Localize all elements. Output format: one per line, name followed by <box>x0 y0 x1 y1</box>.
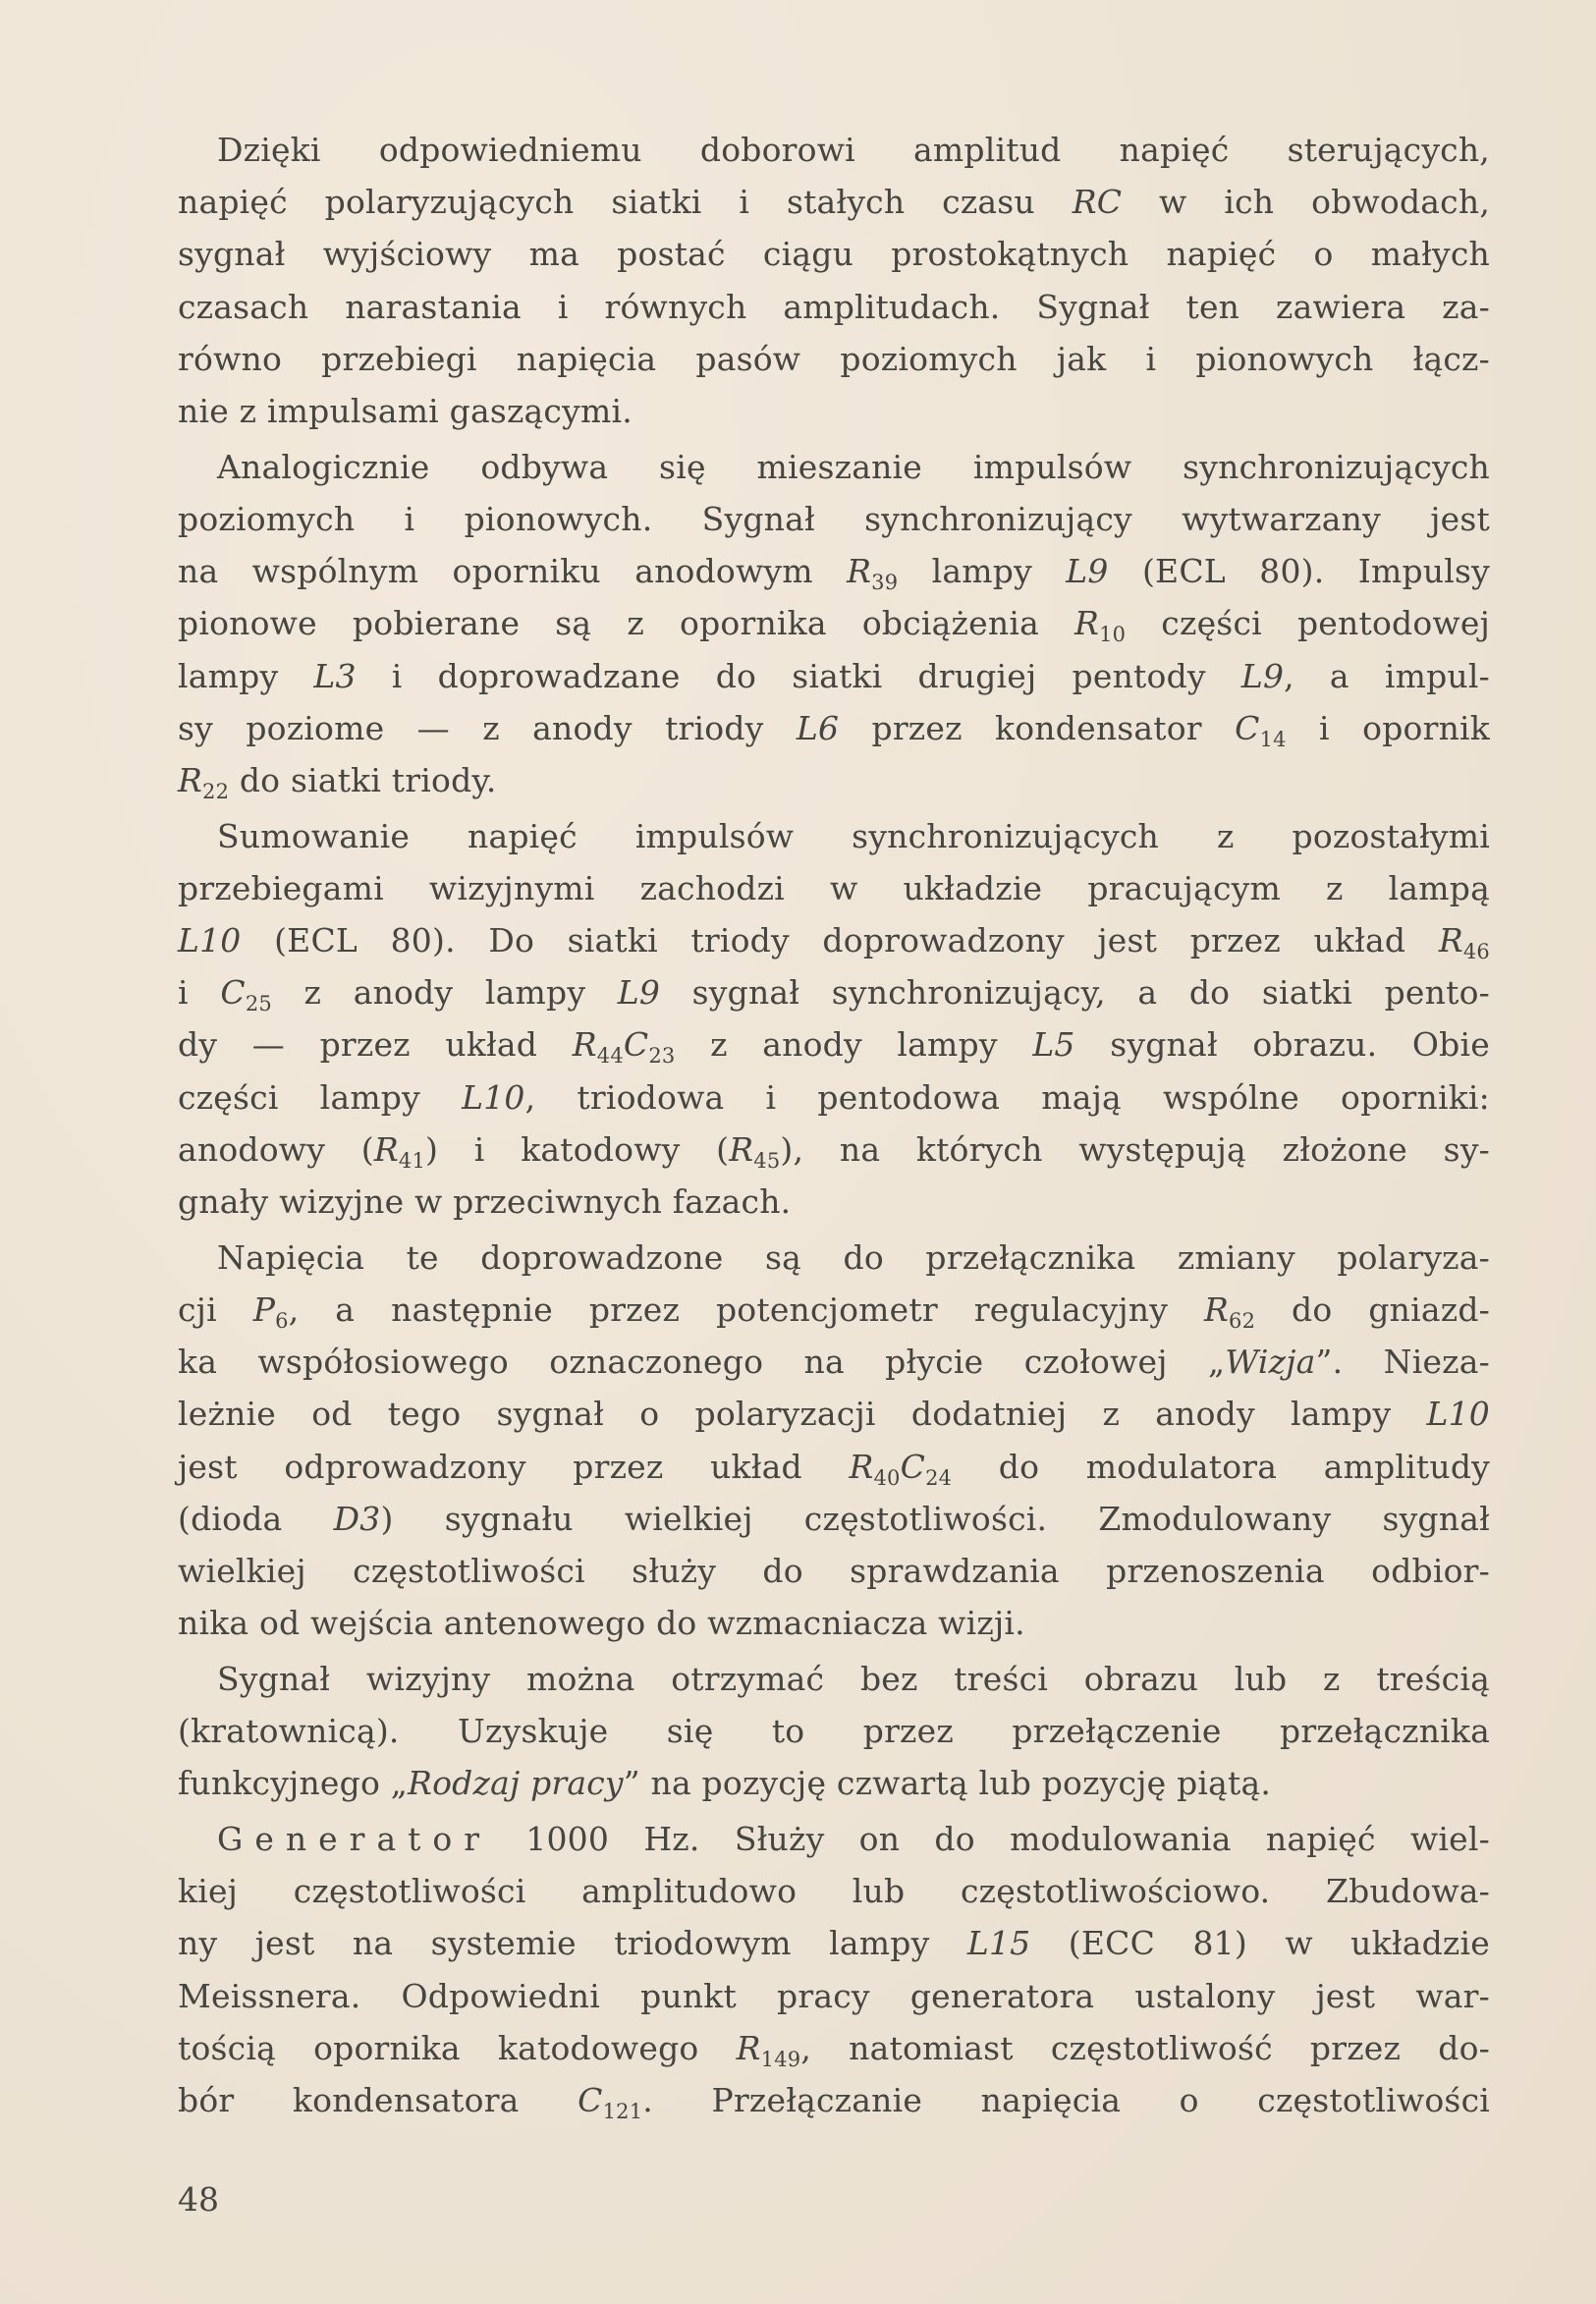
text-line <box>178 755 1490 806</box>
text-line <box>178 1442 1490 1493</box>
italic-text: R <box>849 1447 874 1486</box>
text-segment: Dzięki odpowiedniemu doborowi amplitud napięć sterujących, <box>217 131 1490 169</box>
subscript: 46 <box>1462 940 1490 963</box>
italic-text: R <box>178 760 203 799</box>
subscript: 45 <box>753 1148 781 1173</box>
italic-text: L9 <box>1240 656 1285 695</box>
text-line <box>178 1598 1490 1649</box>
text-segment: bór kondensatora <box>178 2080 578 2119</box>
text-segment: do gniazd- <box>1255 1289 1490 1329</box>
text-segment: do siatki triody. <box>229 760 497 799</box>
text-line <box>178 1389 1490 1440</box>
italic-text: R <box>1438 921 1463 960</box>
text-segment: Meissnera. Odpowiedni punkt pracy generatora ustalony jest war- <box>178 1976 1490 2015</box>
subscript: 24 <box>925 1465 953 1490</box>
text-segment: sygnał wyjściowy ma postać ciągu prostokątnych napięć o małych <box>178 235 1490 274</box>
text-line <box>178 1233 1490 1284</box>
italic-text: C <box>578 2080 603 2119</box>
text-line <box>178 811 1490 862</box>
text-line <box>178 442 1490 493</box>
text-segment: , triodowa i pentodowa mają wspólne oporniki: <box>524 1077 1490 1117</box>
italic-text: R <box>373 1129 399 1169</box>
italic-text: Rodzaj pracy <box>408 1764 624 1803</box>
text-segment: ” na pozycję czwartą lub pozycję piątą. <box>623 1764 1272 1803</box>
text-segment: gnały wizyjne w przeciwnych fazach. <box>178 1182 792 1221</box>
text-segment: czasach narastania i równych amplitudach. Sygnał ten zawiera za- <box>178 287 1490 326</box>
text-segment: dy — przez układ <box>178 1025 573 1065</box>
text-segment: ”. Nieza- <box>1315 1343 1490 1382</box>
subscript: 41 <box>398 1148 426 1173</box>
italic-text: RC <box>1072 183 1123 222</box>
text-line <box>178 125 1490 176</box>
text-segment: sy poziome — z anody triody <box>178 708 797 747</box>
text-segment: (dioda <box>178 1499 334 1538</box>
text-line <box>178 1971 1490 2022</box>
italic-text: R <box>736 2028 761 2067</box>
italic-text: L3 <box>313 656 357 695</box>
subscript: 25 <box>245 992 272 1016</box>
subscript: 40 <box>873 1465 901 1490</box>
text-line <box>178 1866 1490 1917</box>
text-segment: cji <box>178 1289 253 1329</box>
text-line <box>178 1125 1490 1176</box>
text-line <box>178 386 1490 437</box>
text-line <box>178 703 1490 754</box>
subscript: 23 <box>648 1044 676 1069</box>
text-line <box>178 1546 1490 1597</box>
subscript: 14 <box>1259 727 1287 751</box>
italic-text: C <box>220 973 246 1013</box>
italic-text: C <box>1235 708 1260 747</box>
subscript: 62 <box>1229 1308 1256 1333</box>
text-line <box>178 494 1490 545</box>
spaced-heading: Generator <box>217 1819 492 1858</box>
subscript: 22 <box>202 779 230 803</box>
subscript: 44 <box>596 1044 624 1069</box>
text-line <box>178 967 1490 1018</box>
italic-text: L10 <box>1426 1395 1490 1434</box>
text-segment: leżnie od tego sygnał o polaryzacji dodatniej z anody lampy <box>178 1395 1427 1434</box>
text-line <box>178 1285 1490 1336</box>
text-segment: ny jest na systemie triodowym lampy <box>178 1924 967 1963</box>
text-line <box>178 1918 1490 1969</box>
text-segment: równo przebiegi napięcia pasów poziomych jak i pionowych łącz- <box>178 339 1490 378</box>
text-segment: (kratownicą). Uzyskuje się to przez przełączenie przełącznika <box>178 1712 1490 1750</box>
text-segment: ), na których występują złożone sy- <box>780 1129 1491 1169</box>
text-segment: 1000 Hz. Służy on do modulowania napięć wiel- <box>491 1819 1490 1858</box>
text-line <box>178 1072 1490 1124</box>
text-line <box>178 598 1490 649</box>
text-line <box>178 1177 1490 1228</box>
text-segment: sygnał synchronizujący, a do siatki pento- <box>660 973 1490 1013</box>
text-segment: , natomiast częstotliwość przez do- <box>800 2028 1490 2067</box>
text-line <box>178 915 1490 966</box>
subscript: 121 <box>602 2099 643 2123</box>
text-segment: i opornik <box>1286 708 1490 747</box>
italic-text: Wizja <box>1225 1343 1316 1382</box>
italic-text: R <box>572 1025 597 1065</box>
italic-text: R <box>847 552 872 591</box>
subscript: 39 <box>871 571 899 595</box>
text-segment: przebiegami wizyjnymi zachodzi w układzie pracującym z lampą <box>178 868 1490 907</box>
text-segment: ka współosiowego oznaczonego na płycie czołowej „ <box>178 1343 1226 1382</box>
text-line <box>178 2075 1490 2126</box>
text-segment: poziomych i pionowych. Sygnał synchronizujący wytwarzany jest <box>178 499 1490 538</box>
text-line <box>178 334 1490 385</box>
text-segment: pionowe pobierane są z opornika obciążenia <box>178 604 1075 643</box>
text-line <box>178 863 1490 914</box>
text-segment: napięć polaryzujących siatki i stałych czasu <box>178 183 1073 222</box>
italic-text: L5 <box>1032 1025 1075 1065</box>
text-line <box>178 1654 1490 1705</box>
text-line <box>178 1337 1490 1388</box>
text-segment: części lampy <box>178 1077 463 1117</box>
subscript: 6 <box>275 1308 289 1333</box>
text-segment: sygnał obrazu. Obie <box>1074 1025 1490 1065</box>
text-segment: , a następnie przez potencjometr regulacyjny <box>288 1289 1204 1329</box>
italic-text: L6 <box>796 708 840 747</box>
italic-text: L10 <box>462 1077 525 1117</box>
text-segment: (ECL 80). Impulsy <box>1108 552 1490 591</box>
text-segment: funkcyjnego „ <box>178 1764 409 1803</box>
text-segment: części pentodowej <box>1126 604 1491 643</box>
text-segment: jest odprowadzony przez układ <box>178 1447 850 1486</box>
italic-text: R <box>1074 604 1100 643</box>
text-line <box>178 546 1490 597</box>
text-segment: Sygnał wizyjny można otrzymać bez treści obrazu lub z treścią <box>217 1659 1490 1698</box>
text-line <box>178 1814 1490 1865</box>
text-line <box>178 2023 1490 2074</box>
text-segment: przez kondensator <box>839 708 1236 747</box>
text-segment: nika od wejścia antenowego do wzmacniacza wizji. <box>178 1604 1025 1643</box>
text-segment: Sumowanie napięć impulsów synchronizujących z pozostałymi <box>217 816 1490 855</box>
text-line <box>178 1019 1490 1070</box>
text-segment: z anody lampy <box>271 973 618 1013</box>
text-line <box>178 651 1490 702</box>
text-segment: i <box>178 973 221 1013</box>
text-segment: tością opornika katodowego <box>178 2028 737 2067</box>
subscript: 10 <box>1099 623 1127 647</box>
italic-text: P <box>252 1289 276 1329</box>
text-line <box>178 282 1490 333</box>
text-segment: na wspólnym oporniku anodowym <box>178 552 848 591</box>
text-line <box>178 229 1490 280</box>
text-line <box>178 1494 1490 1545</box>
text-line <box>178 177 1490 228</box>
text-segment: lampy <box>898 552 1067 591</box>
text-segment: Napięcia te doprowadzone są do przełącznika zmiany polaryza- <box>217 1237 1490 1277</box>
italic-text: L15 <box>966 1924 1031 1963</box>
text-segment: nie z impulsami gaszącymi. <box>178 392 633 430</box>
text-segment: z anody lampy <box>675 1025 1033 1065</box>
text-segment: (ECL 80). Do siatki triody doprowadzony jest przez układ <box>241 921 1439 960</box>
text-line <box>178 1706 1490 1757</box>
page-number: 48 <box>178 2180 219 2219</box>
text-segment: , a impul- <box>1284 656 1490 695</box>
text-segment: . Przełączanie napięcia o częstotliwości <box>642 2080 1491 2119</box>
text-segment: lampy <box>178 656 314 695</box>
text-segment: (ECC 81) w układzie <box>1030 1924 1490 1963</box>
text-segment: Analogicznie odbywa się mieszanie impulsów synchronizujących <box>217 447 1490 486</box>
text-segment: ) sygnału wielkiej częstotliwości. Zmodulowany sygnał <box>380 1499 1490 1538</box>
text-segment: ) i katodowy ( <box>425 1129 730 1169</box>
italic-text: L9 <box>617 973 661 1013</box>
text-segment: kiej częstotliwości amplitudowo lub częstotliwościowo. Zbudowa- <box>178 1872 1490 1911</box>
italic-text: R <box>729 1129 754 1169</box>
italic-text: C <box>623 1025 649 1065</box>
text-line <box>178 1758 1490 1809</box>
italic-text: L10 <box>178 921 242 960</box>
text-segment: w ich obwodach, <box>1122 183 1491 222</box>
italic-text: C <box>900 1447 926 1486</box>
text-segment: anodowy ( <box>178 1129 374 1169</box>
italic-text: R <box>1203 1289 1230 1329</box>
text-segment: i doprowadzane do siatki drugiej pentody <box>356 656 1241 695</box>
subscript: 149 <box>760 2047 801 2071</box>
text-segment: wielkiej częstotliwości służy do sprawdzania przenoszenia odbior- <box>178 1551 1490 1590</box>
text-segment: do modulatora amplitudy <box>952 1447 1490 1486</box>
italic-text: L9 <box>1066 552 1109 591</box>
italic-text: D3 <box>333 1499 381 1538</box>
